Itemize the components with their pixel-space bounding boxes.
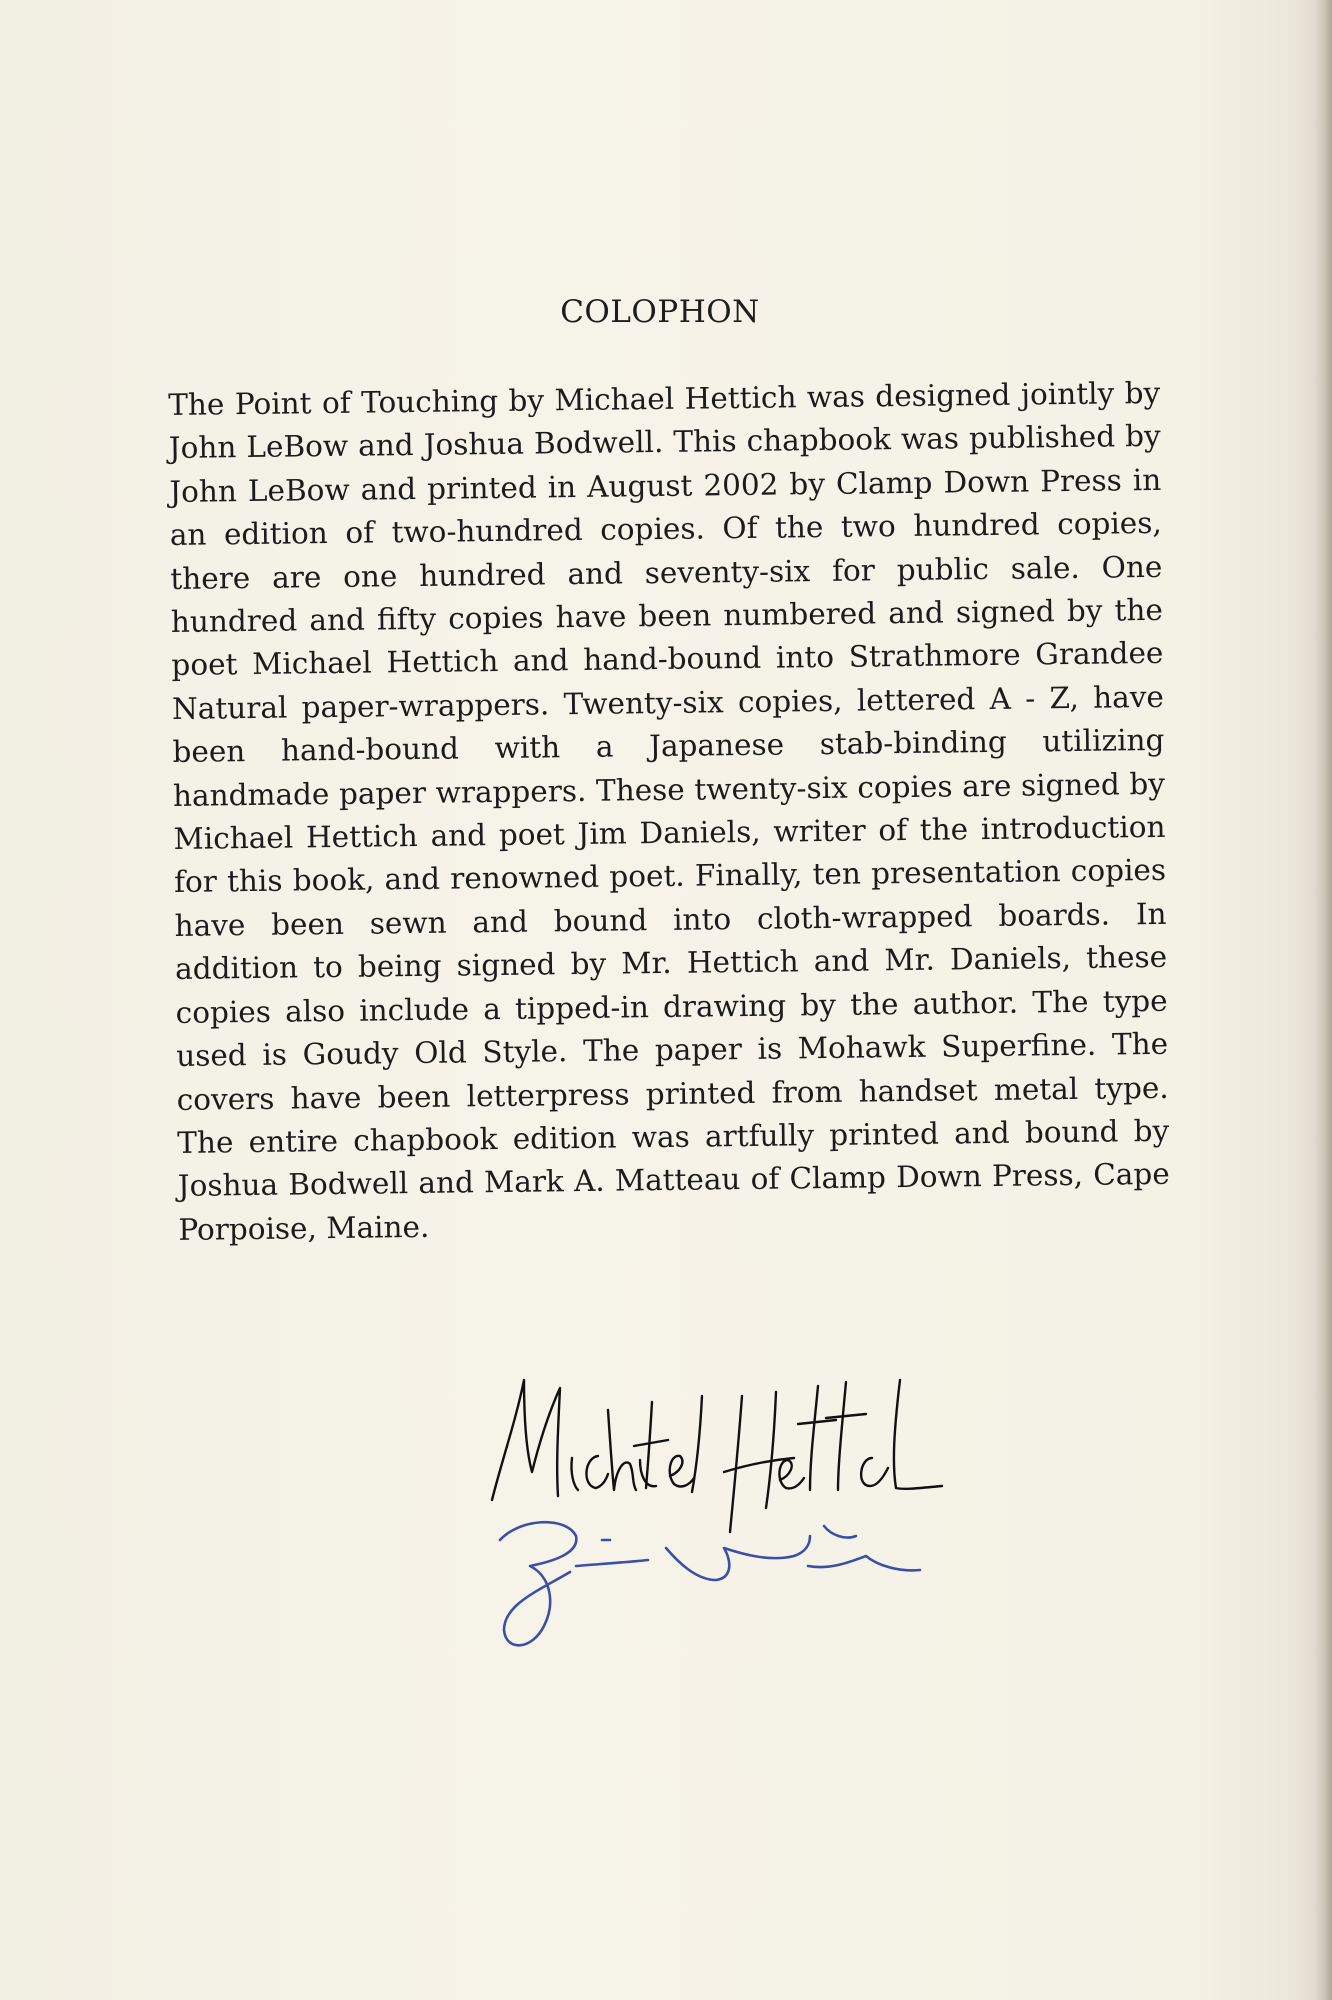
- signature-jim-daniels: [500, 1522, 920, 1645]
- signature-michael-hettich: [492, 1380, 942, 1532]
- page-title: COLOPHON: [560, 294, 760, 330]
- colophon-paragraph: The Point of Touching by Michael Hettich was designed jointly by John LeBow and Joshua Bodwell. This chapbook was published by John LeBow and printed in August 2002 by Clamp Down Press in an edition of two-hundred copies. Of the two hundred copies, there are one hundred and seventy-six for public sale. One hundred and fifty copies have been numbered and signed by the poet Michael Hettich and hand-bound into Strathmore Grandee Natural paper-wrappers. Twenty-six copies, lettered A - Z, have been hand-bound with a Japanese stab-binding utilizing handmade paper wrappers. These twenty-six copies are signed by Michael Hettich and poet Jim Daniels, writer of the introduction for this book, and renowned poet. Finally, ten presentation copies have been sewn and bound into cloth-wrapped boards. In addition to being signed by Mr. Hettich and Mr. Daniels, these copies also include a tipped-in drawing by the author. The type used is Goudy Old Style. The paper is Mohawk Superfine. The covers have been letterpress printed from handset metal type. The entire chapbook edition was artfully printed and bound by Joshua Bodwell and Mark A. Matteau of Clamp Down Press, Cape Porpoise, Maine.: [168, 375, 1170, 1247]
- signatures: [480, 1340, 1040, 1670]
